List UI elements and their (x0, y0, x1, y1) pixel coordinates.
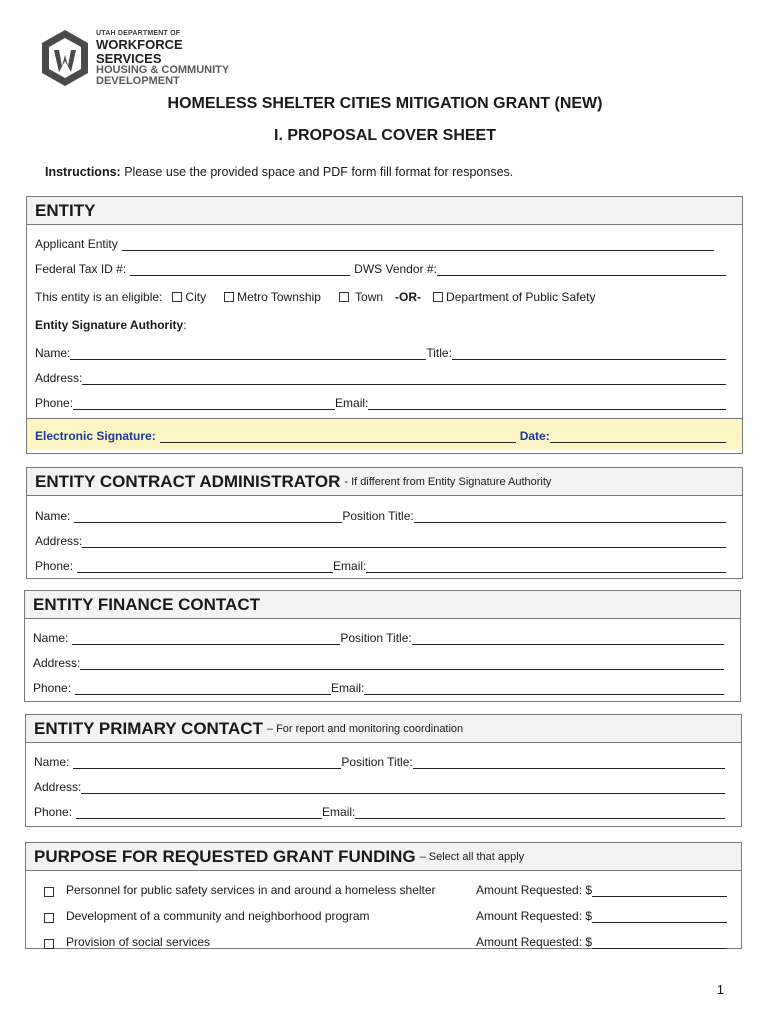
logo-line-4: HOUSING & COMMUNITY (96, 64, 230, 76)
fc-address-row (33, 652, 724, 670)
purpose-header (26, 843, 741, 871)
fc-name-field[interactable] (72, 631, 340, 645)
primary-contact-header (26, 715, 741, 743)
date-field[interactable] (550, 429, 726, 443)
primary-contact-subheading: – For report and monitoring coordination (266, 722, 464, 735)
checkbox-metro-township[interactable] (224, 292, 234, 302)
fc-position-label: Position Title: (340, 631, 412, 645)
signature-authority-colon: : (183, 318, 187, 332)
contract-admin-heading: ENTITY CONTRACT ADMINISTRATOR (35, 471, 341, 491)
entity-phone-field[interactable] (73, 396, 335, 410)
checkbox-town[interactable] (339, 292, 349, 302)
logo-line-5: DEVELOPMENT (96, 75, 180, 87)
ca-address-label: Address: (35, 534, 83, 548)
ca-email-field[interactable] (366, 559, 726, 573)
tax-id-label: Federal Tax ID #: (35, 262, 127, 276)
esignature-field[interactable] (160, 429, 516, 443)
entity-title-field[interactable] (452, 346, 726, 360)
pc-position-label: Position Title: (341, 755, 413, 769)
fc-phone-field[interactable] (75, 681, 331, 695)
applicant-row (35, 233, 726, 251)
ca-address-field[interactable] (82, 534, 726, 548)
fc-phone-row (33, 677, 724, 695)
purpose-checkbox-3[interactable] (44, 939, 54, 949)
purpose-heading: PURPOSE FOR REQUESTED GRANT FUNDING (34, 846, 416, 866)
fc-email-label: Email: (331, 681, 365, 695)
entity-name-field[interactable] (70, 346, 426, 360)
pc-address-row (34, 776, 725, 794)
fc-email-field[interactable] (364, 681, 724, 695)
entity-name-row (35, 342, 726, 360)
option-city[interactable]: City (172, 290, 206, 304)
applicant-label: Applicant Entity (35, 237, 118, 251)
pc-email-field[interactable] (355, 805, 725, 819)
ca-name-field[interactable] (74, 509, 342, 523)
amount-label: Amount Requested: $ (476, 909, 593, 923)
pc-name-field[interactable] (73, 755, 341, 769)
primary-contact-section (25, 714, 742, 827)
purpose-item-label: Provision of social services (66, 935, 211, 949)
eligible-row (35, 286, 726, 304)
amount-field-3[interactable] (592, 935, 727, 949)
entity-name-label: Name: (35, 346, 71, 360)
or-label: -OR- (395, 290, 422, 304)
ca-phone-label: Phone: (35, 559, 74, 573)
finance-contact-heading: ENTITY FINANCE CONTACT (33, 594, 260, 614)
tax-vendor-row (35, 258, 726, 276)
purpose-checkbox-1[interactable] (44, 887, 54, 897)
contract-admin-header (27, 468, 742, 496)
option-public-safety[interactable]: Department of Public Safety (433, 290, 595, 304)
applicant-field[interactable] (122, 237, 714, 251)
primary-contact-heading: ENTITY PRIMARY CONTACT (34, 718, 263, 738)
ca-name-row (35, 505, 726, 523)
checkbox-city[interactable] (172, 292, 182, 302)
page-number: 1 (716, 982, 724, 997)
contract-admin-section (26, 467, 743, 579)
purpose-item (40, 931, 727, 949)
signature-bar (27, 418, 742, 449)
entity-email-label: Email: (335, 396, 369, 410)
purpose-section (25, 842, 742, 949)
option-metro-township[interactable]: Metro Township (224, 290, 321, 304)
signature-authority-row (35, 314, 726, 332)
entity-phone-row (35, 392, 726, 410)
pc-address-field[interactable] (81, 780, 725, 794)
dws-logo (40, 28, 250, 90)
option-town[interactable]: Town (339, 290, 383, 304)
amount-label: Amount Requested: $ (476, 883, 593, 897)
date-label: Date: (519, 429, 550, 443)
logo-line-1: UTAH DEPARTMENT OF (96, 30, 181, 37)
purpose-checkbox-2[interactable] (44, 913, 54, 923)
fc-name-label: Name: (33, 631, 69, 645)
ca-position-field[interactable] (414, 509, 726, 523)
purpose-item (40, 879, 727, 897)
entity-phone-label: Phone: (35, 396, 74, 410)
ca-address-row (35, 530, 726, 548)
instructions (45, 165, 513, 179)
purpose-item-label: Personnel for public safety services in and around a homeless shelter (66, 883, 436, 897)
vendor-field[interactable] (437, 262, 726, 276)
amount-field-1[interactable] (592, 883, 727, 897)
document-subtitle: I. PROPOSAL COVER SHEET (274, 127, 496, 144)
pc-phone-label: Phone: (34, 805, 73, 819)
ca-phone-row (35, 555, 726, 573)
instructions-text: Please use the provided space and PDF form fill format for responses. (124, 165, 514, 179)
finance-contact-header (25, 591, 740, 619)
ca-email-label: Email: (333, 559, 367, 573)
vendor-label: DWS Vendor #: (354, 262, 437, 276)
logo-line-3: SERVICES (96, 51, 162, 66)
entity-address-field[interactable] (82, 371, 726, 385)
document-title: HOMELESS SHELTER CITIES MITIGATION GRANT (NEW) (167, 95, 603, 112)
purpose-item-label: Development of a community and neighborhood program (66, 909, 370, 923)
contract-admin-subheading: - If different from Entity Signature Authority (344, 475, 552, 488)
signature-authority-label: Entity Signature Authority (35, 318, 184, 332)
signature-row (35, 425, 726, 443)
pc-phone-row (34, 801, 725, 819)
pc-phone-field[interactable] (76, 805, 322, 819)
amount-field-2[interactable] (592, 909, 727, 923)
fc-name-row (33, 627, 724, 645)
esignature-label: Electronic Signature: (35, 429, 156, 443)
eligible-label: This entity is an eligible: (35, 290, 163, 304)
logo-line-2: WORKFORCE (96, 37, 183, 52)
fc-address-label: Address: (33, 656, 81, 670)
entity-section (26, 196, 743, 454)
checkbox-public-safety[interactable] (433, 292, 443, 302)
entity-title-label: Title: (426, 346, 452, 360)
tax-id-field[interactable] (130, 262, 350, 276)
finance-contact-section (24, 590, 741, 702)
ca-phone-field[interactable] (77, 559, 333, 573)
entity-header (27, 197, 742, 225)
pc-name-row (34, 751, 725, 769)
instructions-label: Instructions: (45, 165, 121, 179)
entity-heading: ENTITY (35, 200, 96, 220)
pc-address-label: Address: (34, 780, 82, 794)
purpose-subheading: – Select all that apply (419, 850, 525, 863)
amount-label: Amount Requested: $ (476, 935, 593, 949)
purpose-item (40, 905, 727, 923)
pc-name-label: Name: (34, 755, 70, 769)
fc-position-field[interactable] (412, 631, 724, 645)
dws-logo-icon (40, 28, 90, 88)
ca-name-label: Name: (35, 509, 71, 523)
entity-email-field[interactable] (368, 396, 726, 410)
entity-address-label: Address: (35, 371, 83, 385)
pc-position-field[interactable] (413, 755, 725, 769)
fc-phone-label: Phone: (33, 681, 72, 695)
fc-address-field[interactable] (80, 656, 724, 670)
pc-email-label: Email: (322, 805, 356, 819)
entity-address-row (35, 367, 726, 385)
ca-position-label: Position Title: (342, 509, 414, 523)
